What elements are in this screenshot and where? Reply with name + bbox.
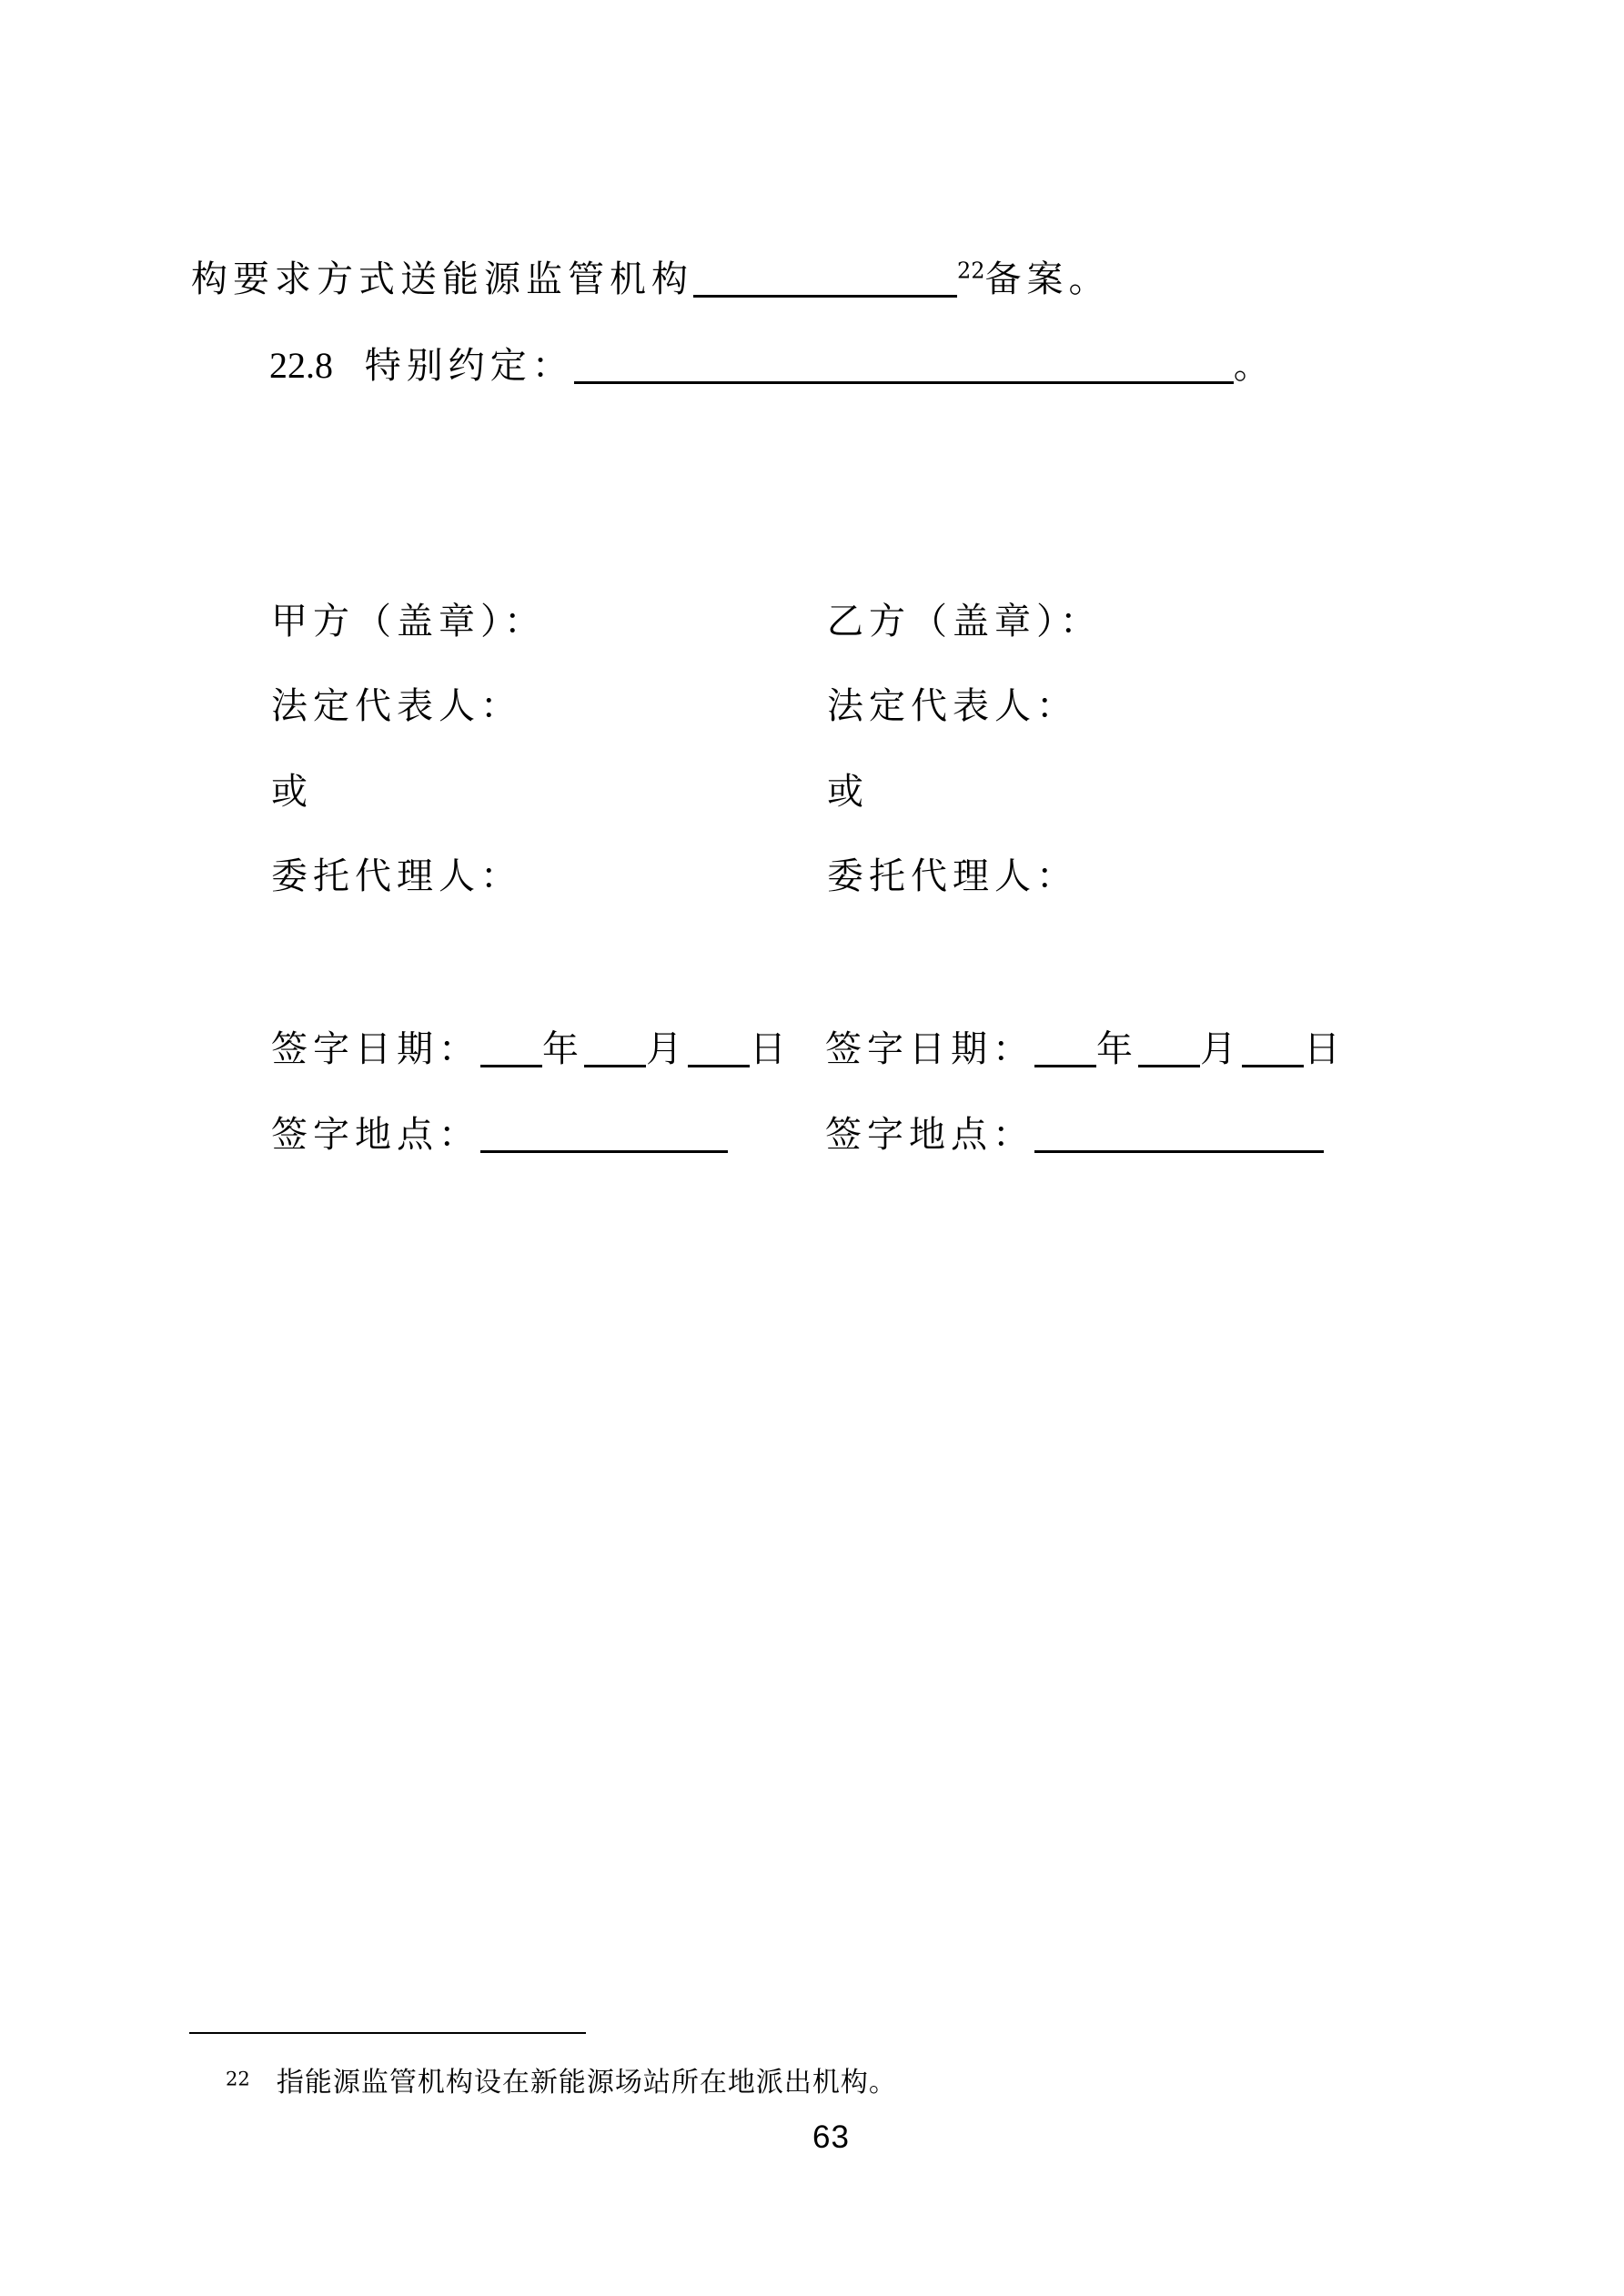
paragraph-continuation <box>191 258 1111 298</box>
party-b-seal-label: 乙方（盖章）： <box>827 601 1102 642</box>
party-b-agent-label: 委托代理人： <box>827 855 1078 897</box>
day-label: 日 <box>750 1028 792 1070</box>
day-blank[interactable] <box>1242 1028 1304 1067</box>
year-blank[interactable] <box>1034 1028 1096 1067</box>
regulator-name-blank[interactable] <box>693 258 957 298</box>
sign-date-label: 签字日期： <box>271 1028 480 1070</box>
party-b-legal-rep-label: 法定代表人： <box>827 685 1078 727</box>
party-a-sign-date <box>271 1028 792 1070</box>
month-label: 月 <box>1200 1028 1242 1070</box>
party-a-agent-label: 委托代理人： <box>271 855 522 897</box>
paragraph-text: 构要求方式送能源监管机构 <box>191 258 693 300</box>
party-a-or-label: 或 <box>271 771 313 813</box>
day-label: 日 <box>1304 1028 1346 1070</box>
year-label: 年 <box>542 1028 584 1070</box>
sign-place-label: 签字地点： <box>825 1114 1034 1156</box>
month-label: 月 <box>646 1028 688 1070</box>
party-a-seal-label: 甲方（盖章）： <box>271 601 546 642</box>
paragraph-text-end: 备案。 <box>984 258 1111 300</box>
clause-end: 。 <box>1233 345 1276 387</box>
party-b-or-label: 或 <box>827 771 869 813</box>
clause-number: 22.8 <box>269 345 333 386</box>
year-blank[interactable] <box>480 1028 542 1067</box>
special-agreement-clause <box>269 345 1276 387</box>
month-blank[interactable] <box>1138 1028 1200 1067</box>
footnote-separator <box>189 2032 586 2034</box>
footnote <box>226 2059 897 2099</box>
month-blank[interactable] <box>584 1028 646 1067</box>
party-a-legal-rep-label: 法定代表人： <box>271 685 522 727</box>
sign-date-label: 签字日期： <box>825 1028 1034 1070</box>
party-b-sign-date <box>825 1028 1346 1070</box>
clause-label: 特别约定： <box>364 345 574 387</box>
footnote-text: 指能源监管机构设在新能源场站所在地派出机构。 <box>276 2067 897 2099</box>
sign-place-label: 签字地点： <box>271 1114 480 1156</box>
day-blank[interactable] <box>688 1028 750 1067</box>
party-a-sign-place <box>271 1114 728 1156</box>
sign-place-blank[interactable] <box>1034 1114 1324 1153</box>
footnote-mark: 22 <box>226 2068 250 2090</box>
footnote-reference[interactable]: 22 <box>957 258 985 284</box>
year-label: 年 <box>1096 1028 1138 1070</box>
special-agreement-blank[interactable] <box>574 345 1234 384</box>
page-number: 63 <box>812 2119 850 2155</box>
party-b-sign-place <box>825 1114 1324 1156</box>
sign-place-blank[interactable] <box>480 1114 728 1153</box>
